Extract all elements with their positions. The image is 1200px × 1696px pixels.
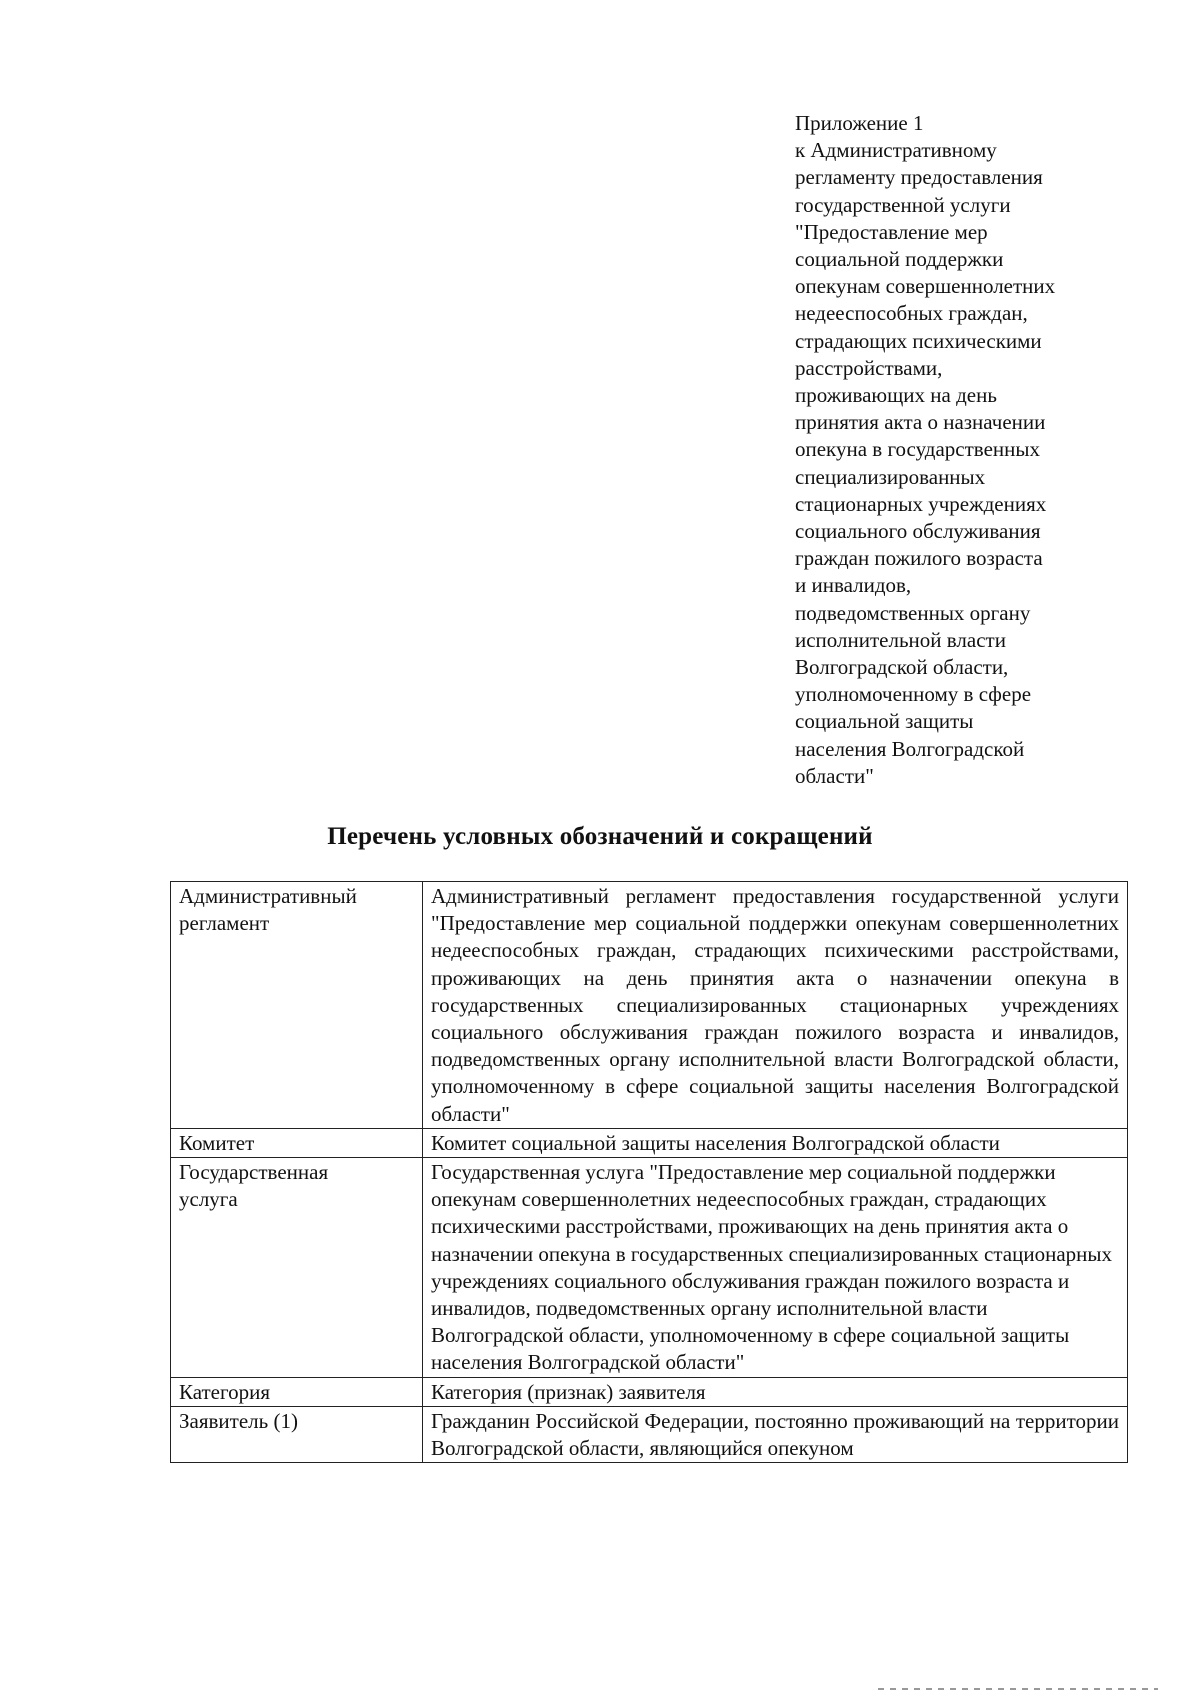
appendix-line: уполномоченному в сфере xyxy=(795,682,1032,707)
appendix-line: и инвалидов, xyxy=(795,573,912,598)
appendix-line: стационарных учреждениях xyxy=(795,491,1047,516)
scan-artifact-line xyxy=(878,1688,1158,1690)
definition-cell: Гражданин Российской Федерации, постоянно проживающий на территории Волгоградской области, являющийся опекуном xyxy=(423,1406,1128,1462)
appendix-header xyxy=(795,110,1125,790)
appendix-line: "Предоставление мер xyxy=(795,219,988,244)
definition-cell: Категория (признак) заявителя xyxy=(423,1377,1128,1406)
appendix-line: подведомственных органу xyxy=(795,600,1031,625)
appendix-line: к Административному xyxy=(795,138,997,163)
appendix-line: специализированных xyxy=(795,464,986,489)
appendix-line: принятия акта о назначении xyxy=(795,410,1046,435)
definition-cell: Административный регламент предоставления государственной услуги "Предоставление мер социальной поддержки опекунам совершеннолетних недееспособных граждан, страдающих психическими расстройствами, проживающих на день принятия акта о назначении опекуна в государственных специализированных стационарных учреждениях социального обслуживания граждан пожилого возраста и инвалидов, подведомственных органу исполнительной власти Волгоградской области, уполномоченному в сфере социальной защиты населения Волгоградской области" xyxy=(423,882,1128,1129)
appendix-line: государственной услуги xyxy=(795,192,1011,217)
term-cell xyxy=(171,882,423,1129)
appendix-line: социальной защиты xyxy=(795,709,974,734)
appendix-line: страдающих психическими xyxy=(795,328,1042,353)
appendix-line: области" xyxy=(795,763,874,788)
table-row xyxy=(171,1377,1128,1406)
term-cell xyxy=(171,1406,423,1462)
table-row xyxy=(171,1406,1128,1462)
term-text: Комитет xyxy=(179,1130,255,1155)
appendix-line: Волгоградской области, xyxy=(795,655,1009,680)
definition-cell: Государственная услуга "Предоставление мер социальной поддержки опекунам совершеннолетних недееспособных граждан, страдающих психическими расстройствами, проживающих на день принятия акта о назначении опекуна в государственных специализированных стационарных учреждениях социального обслуживания граждан пожилого возраста и инвалидов, подведомственных органу исполнительной власти Волгоградской области, уполномоченному в сфере социальной защиты населения Волгоградской области" xyxy=(423,1158,1128,1378)
term-text: Административный xyxy=(179,884,357,908)
definition-cell: Комитет социальной защиты населения Волгоградской области xyxy=(423,1128,1128,1157)
page-title: Перечень условных обозначений и сокращений xyxy=(327,823,873,850)
appendix-line: граждан пожилого возраста xyxy=(795,546,1043,571)
appendix-line: населения Волгоградской xyxy=(795,736,1025,761)
term-cell xyxy=(171,1158,423,1378)
term-text: Заявитель (1) xyxy=(179,1408,298,1433)
appendix-line: опекунам совершеннолетних xyxy=(795,274,1056,299)
appendix-line: недееспособных граждан, xyxy=(795,301,1028,326)
appendix-line: регламенту предоставления xyxy=(795,165,1043,190)
appendix-line: социальной поддержки xyxy=(795,247,1004,272)
appendix-line: социального обслуживания xyxy=(795,519,1041,544)
term-cell xyxy=(171,1377,423,1406)
term-text: услуга xyxy=(179,1187,238,1212)
appendix-line: исполнительной власти xyxy=(795,627,1006,652)
term-text: регламент xyxy=(179,911,270,936)
table-row xyxy=(171,882,1128,1129)
table-row xyxy=(171,1128,1128,1157)
appendix-line: Приложение 1 xyxy=(795,111,924,135)
table-row xyxy=(171,1158,1128,1378)
abbreviations-table xyxy=(170,881,1128,1463)
appendix-line: расстройствами, xyxy=(795,355,943,380)
appendix-line: проживающих на день xyxy=(795,383,997,408)
term-text: Государственная xyxy=(179,1160,329,1185)
term-cell xyxy=(171,1128,423,1157)
term-text: Категория xyxy=(179,1379,270,1404)
appendix-line: опекуна в государственных xyxy=(795,437,1040,462)
